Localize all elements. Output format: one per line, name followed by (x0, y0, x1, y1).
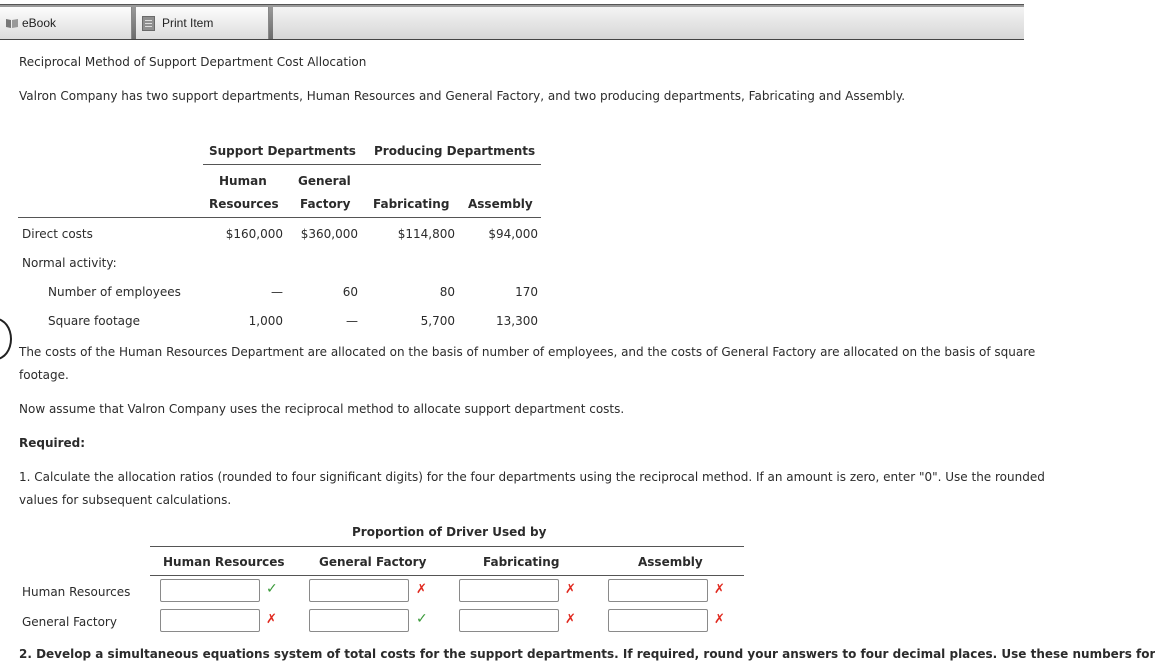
intro-text: Valron Company has two support departments, Human Resources and General Factory, and two producing departments, Fabricating and Assembly. (19, 89, 906, 103)
col-header-rule (18, 217, 541, 218)
required-label: Required: (19, 436, 86, 450)
col-hr-top: Human (219, 174, 267, 188)
correct-check-icon: ✓ (416, 611, 428, 627)
incorrect-x-icon: ✗ (416, 582, 427, 597)
employees-fab: 80 (439, 285, 455, 299)
print-icon (142, 16, 155, 31)
direct-costs-asm: $94,000 (488, 227, 538, 241)
sqft-gf: — (346, 314, 358, 328)
hr-gf-ratio-input[interactable] (309, 579, 409, 602)
top-toolbar (0, 4, 1024, 40)
direct-costs-fab: $114,800 (397, 227, 455, 241)
margin-circle-marker (0, 318, 12, 360)
toolbar-filler (273, 7, 1024, 39)
incorrect-x-icon: ✗ (714, 612, 725, 627)
incorrect-x-icon: ✗ (565, 582, 576, 597)
support-departments-header: Support Departments (209, 144, 356, 158)
direct-costs-label: Direct costs (22, 227, 93, 241)
basis-text-line2: footage. (19, 368, 69, 382)
direct-costs-gf: $360,000 (300, 227, 358, 241)
group-header-rule (203, 164, 541, 165)
answer-col-gf: General Factory (319, 555, 427, 569)
gf-fab-ratio-input[interactable] (459, 609, 559, 632)
answer-header-rule (150, 575, 744, 576)
question2-line: 2. Develop a simultaneous equations system of total costs for the support departments. If required, round your answers to four decimal places. Use these numbers for (19, 647, 1155, 661)
question1-line2: values for subsequent calculations. (19, 493, 232, 507)
sqft-asm: 13,300 (496, 314, 538, 328)
employees-label: Number of employees (48, 285, 181, 299)
employees-hr: — (271, 285, 283, 299)
hr-asm-ratio-input[interactable] (608, 579, 708, 602)
hr-hr-ratio-input[interactable] (160, 579, 260, 602)
page-title: Reciprocal Method of Support Department Cost Allocation (19, 55, 367, 69)
print-item-button[interactable] (136, 7, 269, 39)
direct-costs-hr: $160,000 (225, 227, 283, 241)
incorrect-x-icon: ✗ (266, 612, 277, 627)
answer-col-fab: Fabricating (483, 555, 560, 569)
col-gf-bottom: Factory (300, 197, 351, 211)
answer-title-rule (150, 546, 744, 547)
employees-gf: 60 (342, 285, 358, 299)
answer-row-hr-label: Human Resources (22, 585, 131, 599)
sqft-fab: 5,700 (420, 314, 455, 328)
sqft-hr: 1,000 (248, 314, 283, 328)
answer-col-asm: Assembly (638, 555, 703, 569)
incorrect-x-icon: ✗ (714, 582, 725, 597)
print-item-label: Print Item (162, 16, 214, 30)
gf-gf-ratio-input[interactable] (309, 609, 409, 632)
question1-line1: 1. Calculate the allocation ratios (rounded to four significant digits) for the four departments using the reciprocal method. If an amount is zero, enter "0". Use the rounded (19, 470, 1045, 484)
basis-text-line1: The costs of the Human Resources Department are allocated on the basis of number of employees, and the costs of General Factory are allocated on the basis of square (19, 345, 1036, 359)
sqft-label: Square footage (48, 314, 141, 328)
col-fabricating: Fabricating (373, 197, 450, 211)
producing-departments-header: Producing Departments (374, 144, 536, 158)
incorrect-x-icon: ✗ (565, 612, 576, 627)
assume-text: Now assume that Valron Company uses the reciprocal method to allocate support department costs. (19, 402, 625, 416)
question2-text (19, 647, 1155, 661)
gf-hr-ratio-input[interactable] (160, 609, 260, 632)
correct-check-icon: ✓ (266, 581, 278, 597)
ebook-icon (6, 18, 18, 28)
normal-activity-label: Normal activity: (22, 256, 117, 270)
answer-row-gf-label: General Factory (22, 615, 117, 629)
hr-fab-ratio-input[interactable] (459, 579, 559, 602)
col-gf-top: General (298, 174, 351, 188)
ebook-label: eBook (22, 16, 57, 30)
col-hr-bottom: Resources (209, 197, 279, 211)
proportion-table-title: Proportion of Driver Used by (352, 525, 547, 539)
answer-col-hr: Human Resources (163, 555, 285, 569)
employees-asm: 170 (515, 285, 538, 299)
gf-asm-ratio-input[interactable] (608, 609, 708, 632)
ebook-button[interactable] (0, 7, 132, 39)
col-assembly: Assembly (468, 197, 533, 211)
